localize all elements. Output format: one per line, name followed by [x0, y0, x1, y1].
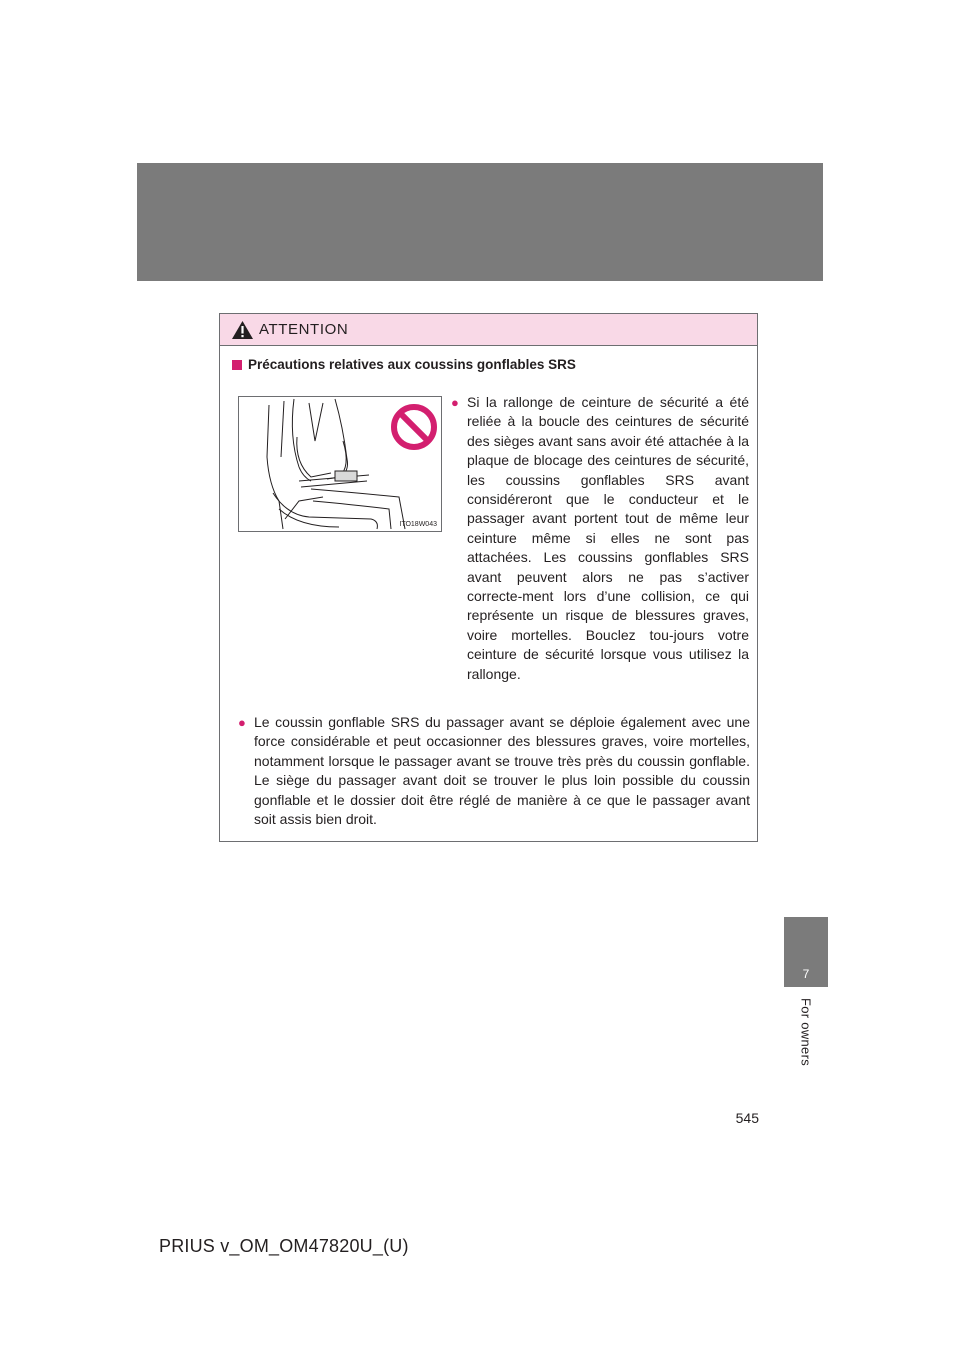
bullet-item-2 [238, 713, 750, 829]
bullet-text: Le coussin gonflable SRS du passager avant se déploie également avec une force considérable et peut occasionner des blessures graves, voire mortelles, notamment lorsque le passager avant se trouve très près du coussin gonflable. Le siège du passager avant doit se trouver le plus loin possible du coussin gonflable et le dossier doit être réglé de manière à ce que le passager avant soit assis bien droit. [254, 714, 750, 828]
chapter-tab [784, 917, 828, 987]
page-number: 545 [735, 1110, 759, 1126]
bullet-item-1 [451, 393, 749, 684]
section-heading [232, 357, 576, 372]
circle-bullet-icon: ● [451, 395, 459, 410]
seatbelt-illustration [238, 396, 442, 532]
chapter-number: 7 [802, 967, 810, 981]
section-heading-text: Précautions relatives aux coussins gonflables SRS [248, 357, 576, 372]
illustration-code: ITO18W043 [399, 521, 437, 528]
document-code: PRIUS v_OM_OM47820U_(U) [159, 1236, 409, 1256]
header-band [137, 163, 823, 281]
seated-person-drawing [239, 397, 441, 531]
bullet-text: Si la rallonge de ceinture de sécurité a été reliée à la boucle des ceintures de sécurité des sièges avant sans avoir été attachée à la plaque de blocage des ceintures de sécurité, les coussins gonflables SRS avant considéreront que le conducteur et le passager avant portent tout de même leur ceinture même si elles ne sont pas attachées. Les coussins gonflables SRS avant peuvent alors ne pas s’activer correcte-ment lors d’une collision, ce qui représente un risque de blessures graves, voire mortelles. Bouclez tou-jours votre ceinture de sécurité lorsque vous utilisez la rallonge. [467, 394, 749, 682]
circle-bullet-icon: ● [238, 715, 246, 730]
chapter-label: For owners [798, 997, 814, 1067]
caution-box [219, 313, 758, 842]
no-symbol-icon [394, 407, 434, 447]
warning-triangle-icon [231, 320, 254, 340]
square-bullet-icon [232, 360, 242, 370]
caution-header [220, 314, 757, 346]
caution-title: ATTENTION [259, 321, 349, 338]
